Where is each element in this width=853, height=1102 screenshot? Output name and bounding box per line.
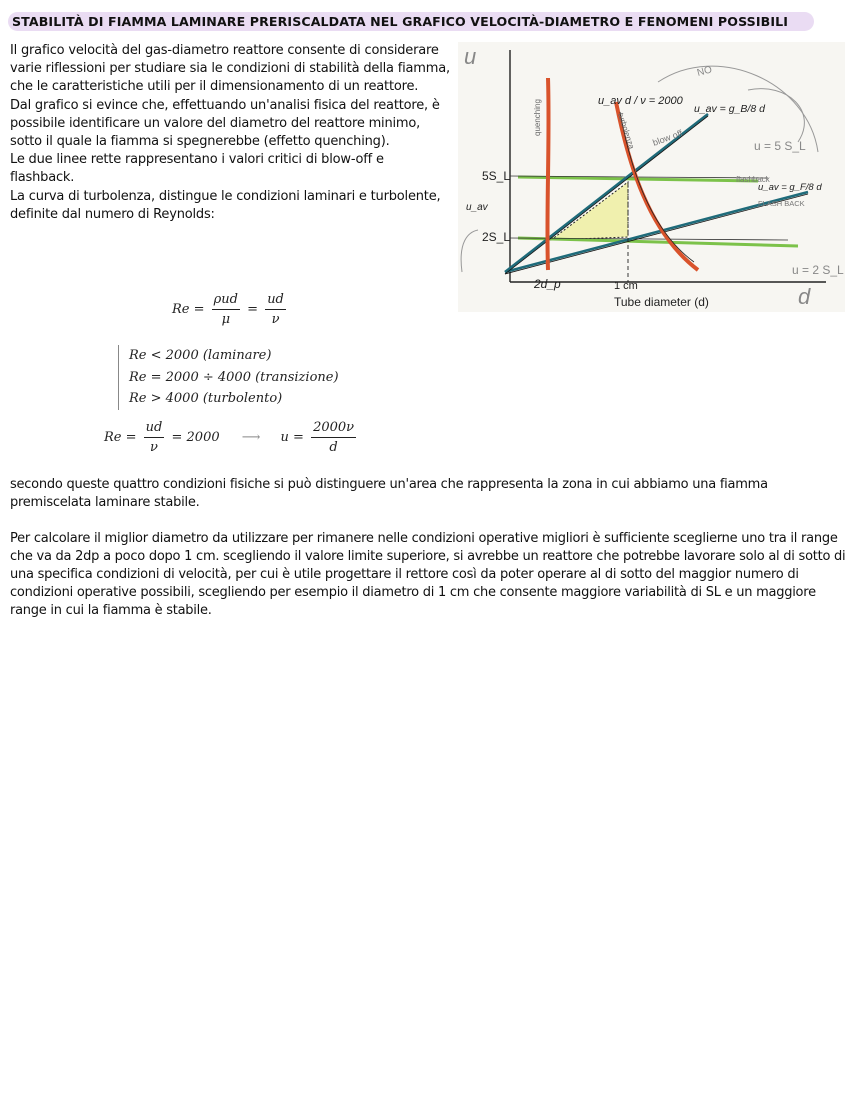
- tick-5sl: 5S_L: [482, 169, 511, 183]
- uav-axis-label: u_av: [466, 202, 488, 213]
- velocity-diameter-figure: [458, 42, 845, 312]
- page-title: STABILITÀ DI FIAMMA LAMINARE PRERISCALDATA NEL GRAFICO VELOCITÀ-DIAMETRO E FENOMENI POSSIBILI: [8, 12, 814, 31]
- intro-paragraph: Le due linee rette rappresentano i valori critici di blow-off e flashback.: [10, 152, 384, 186]
- intro-text: [10, 42, 450, 224]
- blowoff-equation: u_av = g_B/8 d: [694, 103, 765, 115]
- reynolds-regimes: [118, 345, 339, 410]
- hand-turbolenza: turbolenza: [616, 111, 637, 151]
- hand-flashback: flashback: [736, 175, 770, 184]
- hand-arc: [461, 230, 478, 272]
- intro-paragraph: La curva di turbolenza, distingue le condizioni laminari e turbolente, definite dal numero di Reynolds:: [10, 188, 441, 222]
- arrow-icon: ⟶: [241, 430, 261, 445]
- intro-paragraph: Il grafico velocità del gas-diametro reattore consente di considerare varie riflessioni per studiare sia le condizioni di stabilità della fiamma, che le caratteristiche utili per il dimensionamento di un reattore.: [10, 43, 450, 95]
- hand-arc: [748, 89, 804, 142]
- x-axis-label: d: [798, 284, 811, 309]
- tick-2sl: 2S_L: [482, 230, 511, 244]
- regime-turbulent: Re > 4000 (turbolento): [129, 391, 283, 406]
- regime-transition: Re = 2000 ÷ 4000 (transizione): [129, 369, 339, 385]
- body-paragraph: secondo queste quattro condizioni fisiche si può distinguere un'area che rappresenta la zona in cui abbiamo una fiamma premiscelata laminare stabile.: [10, 477, 768, 510]
- hand-blowoff: blow off: [651, 127, 684, 148]
- flashback-equation: u_av = g_F/8 d: [758, 182, 822, 193]
- stability-diagram: [458, 42, 845, 312]
- x-caption: Tube diameter (d): [614, 295, 709, 309]
- reynolds-equation: Re = $\frac{\text{ρud}}{\mu}$ = $\frac{ud}{\nu}$: [172, 292, 284, 327]
- hand-u2sl: u = 2 S_L: [792, 263, 844, 277]
- body-paragraph: Per calcolare il miglior diametro da utilizzare per rimanere nelle condizioni operative migliori è sufficiente sceglierne uno tra il range che va da 2dp a poco dopo 1 cm. scegliendo il valore limite superiore, si avrebbe un reattore che potrebbe lavorare solo al di sotto di una specifica condizioni di velocità, per cui è utile progettare il rettore così da poter operare al di sotto del maggior numero di condizioni operative possibili, scegliendo per esempio il diametro di 1 cm che consente maggiore variabilità di SL e un maggiore range in cui la fiamma è stabile.: [10, 531, 846, 618]
- velocity-equation: Re = $\frac{ud}{\nu}$ = 2000 ⟶ u = $\frac{2000\nu}{d}$: [104, 420, 355, 455]
- intro-paragraph: Dal grafico si evince che, effettuando un'analisi fisica del reattore, è possibile identificare un valore del diametro del reattore minimo, sotto il quale la fiamma si spegnerebbe (effetto quenching).: [10, 97, 440, 150]
- y-axis-label: u: [464, 44, 477, 69]
- tick-1cm: 1 cm: [614, 280, 638, 292]
- quenching-curve: [547, 78, 548, 270]
- reynolds-label: u_av d / ν = 2000: [598, 95, 683, 107]
- hand-u5sl: u = 5 S_L: [754, 139, 806, 153]
- hand-quenching: quenching: [533, 99, 542, 136]
- hand-no: NO: [695, 64, 714, 79]
- regime-laminar: Re < 2000 (laminare): [129, 348, 272, 363]
- tick-2dp: 2d_p: [534, 277, 561, 291]
- hand-flashback2: FLASH BACK: [758, 199, 805, 208]
